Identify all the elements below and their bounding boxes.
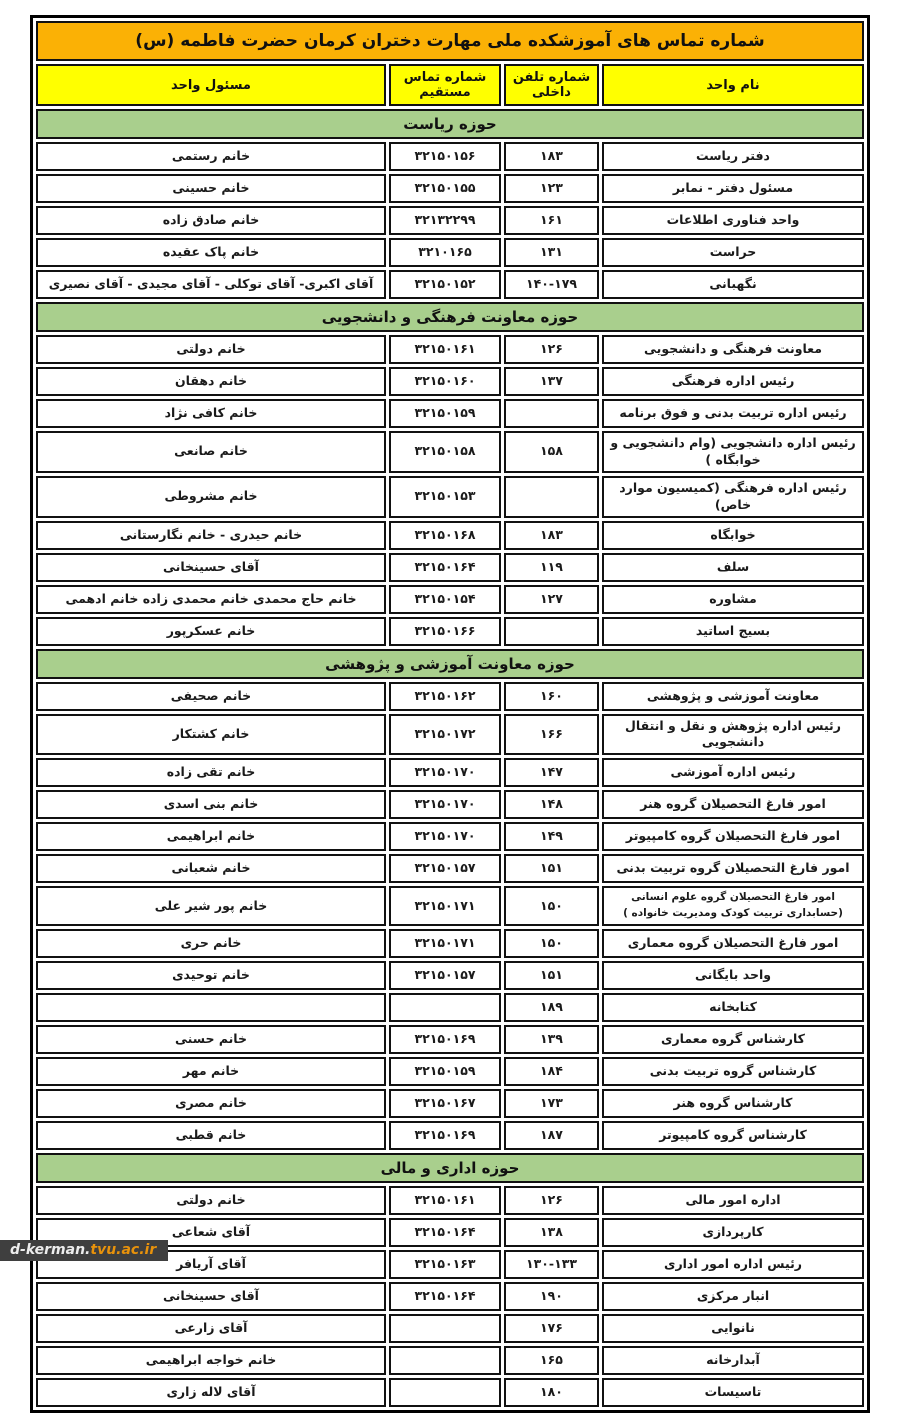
table-row bbox=[36, 1057, 864, 1086]
table-row bbox=[36, 476, 864, 518]
direct-phone-cell: ۳۲۱۵۰۱۵۳ bbox=[389, 476, 501, 518]
direct-phone-cell: ۳۲۱۵۰۱۶۰ bbox=[389, 367, 501, 396]
unit-name-cell: کتابخانه bbox=[602, 993, 864, 1022]
direct-phone-cell: ۳۲۱۵۰۱۶۲ bbox=[389, 682, 501, 711]
responsible-cell: خانم حسینی bbox=[36, 174, 386, 203]
direct-phone-cell: ۳۲۱۳۲۲۹۹ bbox=[389, 206, 501, 235]
section-header: حوزه اداری و مالی bbox=[36, 1153, 864, 1183]
unit-name-cell: رئیس اداره آموزشی bbox=[602, 758, 864, 787]
table-row bbox=[36, 1121, 864, 1150]
responsible-cell: آقای حسینخانی bbox=[36, 553, 386, 582]
internal-phone-cell: ۱۴۷ bbox=[504, 758, 599, 787]
direct-phone-cell: ۳۲۱۵۰۱۵۵ bbox=[389, 174, 501, 203]
table-row bbox=[36, 790, 864, 819]
table-row bbox=[36, 238, 864, 267]
responsible-cell: خانم حاج محمدی خانم محمدی زاده خانم ادهمی bbox=[36, 585, 386, 614]
direct-phone-cell: ۳۲۱۵۰۱۵۲ bbox=[389, 270, 501, 299]
table-row bbox=[36, 961, 864, 990]
internal-phone-cell bbox=[504, 476, 599, 518]
direct-phone-cell: ۳۲۱۵۰۱۵۹ bbox=[389, 399, 501, 428]
responsible-cell: خانم پاک عقیده bbox=[36, 238, 386, 267]
responsible-cell: خانم شعبانی bbox=[36, 854, 386, 883]
direct-phone-cell: ۳۲۱۵۰۱۵۸ bbox=[389, 431, 501, 473]
responsible-cell: خانم مهر bbox=[36, 1057, 386, 1086]
table-row bbox=[36, 553, 864, 582]
table-row bbox=[36, 585, 864, 614]
direct-phone-cell: ۳۲۱۵۰۱۷۱ bbox=[389, 929, 501, 958]
unit-name-cell: کارشناس گروه معماری bbox=[602, 1025, 864, 1054]
unit-name-cell: امور فارغ التحصیلان گروه کامپیوتر bbox=[602, 822, 864, 851]
unit-name-cell: انبار مرکزی bbox=[602, 1282, 864, 1311]
unit-name-cell: واحد فناوری اطلاعات bbox=[602, 206, 864, 235]
internal-phone-cell bbox=[504, 617, 599, 646]
table-row bbox=[36, 1025, 864, 1054]
direct-phone-cell: ۳۲۱۵۰۱۶۱ bbox=[389, 1186, 501, 1215]
responsible-cell: آقای زارعی bbox=[36, 1314, 386, 1343]
unit-name-cell: مشاوره bbox=[602, 585, 864, 614]
table-row bbox=[36, 682, 864, 711]
unit-name-cell: رئیس اداره فرهنگی bbox=[602, 367, 864, 396]
unit-name-cell: کارشناس گروه هنر bbox=[602, 1089, 864, 1118]
table-row bbox=[36, 929, 864, 958]
table-row bbox=[36, 1314, 864, 1343]
section-header-row bbox=[36, 302, 864, 332]
table-row bbox=[36, 886, 864, 926]
watermark-domain-prefix: d-kerman. bbox=[10, 1242, 91, 1258]
responsible-cell: خانم کافی نژاد bbox=[36, 399, 386, 428]
internal-phone-cell: ۱۵۰ bbox=[504, 886, 599, 926]
watermark-domain-suffix: tvu.ac.ir bbox=[90, 1242, 157, 1258]
responsible-cell bbox=[36, 993, 386, 1022]
internal-phone-cell: ۱۵۱ bbox=[504, 854, 599, 883]
internal-phone-cell: ۱۶۱ bbox=[504, 206, 599, 235]
contact-table-body bbox=[36, 109, 864, 1407]
internal-phone-cell: ۱۹۰ bbox=[504, 1282, 599, 1311]
unit-name-cell: نانوایی bbox=[602, 1314, 864, 1343]
unit-name-cell: رئیس اداره پژوهش و نقل و انتقال دانشجویی bbox=[602, 714, 864, 756]
internal-phone-cell: ۱۷۶ bbox=[504, 1314, 599, 1343]
internal-phone-cell: ۱۸۴ bbox=[504, 1057, 599, 1086]
table-row bbox=[36, 714, 864, 756]
direct-phone-cell: ۳۲۱۵۰۱۶۸ bbox=[389, 521, 501, 550]
section-header: حوزه ریاست bbox=[36, 109, 864, 139]
contact-table bbox=[33, 18, 867, 1410]
responsible-cell: خانم دولتی bbox=[36, 335, 386, 364]
internal-phone-cell: ۱۲۷ bbox=[504, 585, 599, 614]
direct-phone-cell bbox=[389, 1314, 501, 1343]
section-header: حوزه معاونت فرهنگی و دانشجویی bbox=[36, 302, 864, 332]
unit-name-cell: سلف bbox=[602, 553, 864, 582]
table-row bbox=[36, 174, 864, 203]
column-header-unit-name: نام واحد bbox=[602, 64, 864, 106]
responsible-cell: خانم حری bbox=[36, 929, 386, 958]
unit-name-cell: آبدارخانه bbox=[602, 1346, 864, 1375]
direct-phone-cell: ۳۲۱۵۰۱۷۰ bbox=[389, 790, 501, 819]
responsible-cell: آقای آریافر bbox=[36, 1250, 386, 1279]
column-header-internal-phone: شماره تلفن داخلی bbox=[504, 64, 599, 106]
internal-phone-cell: ۱۶۶ bbox=[504, 714, 599, 756]
unit-name-cell: امور فارغ التحصیلان گروه علوم انسانی (حسابداری تربیت کودک ومدیریت خانواده ) bbox=[602, 886, 864, 926]
direct-phone-cell: ۳۲۱۵۰۱۷۰ bbox=[389, 758, 501, 787]
internal-phone-cell: ۱۶۰ bbox=[504, 682, 599, 711]
responsible-cell: خانم تقی زاده bbox=[36, 758, 386, 787]
internal-phone-cell: ۱۸۹ bbox=[504, 993, 599, 1022]
unit-name-cell: رئیس اداره امور اداری bbox=[602, 1250, 864, 1279]
table-row bbox=[36, 758, 864, 787]
page-title: شماره تماس های آموزشکده ملی مهارت دختران کرمان حضرت فاطمه (س) bbox=[36, 21, 864, 61]
responsible-cell: خانم پور شیر علی bbox=[36, 886, 386, 926]
unit-name-cell: تاسیسات bbox=[602, 1378, 864, 1407]
table-row bbox=[36, 206, 864, 235]
table-row bbox=[36, 822, 864, 851]
responsible-cell: خانم دولتی bbox=[36, 1186, 386, 1215]
responsible-cell: خانم حسنی bbox=[36, 1025, 386, 1054]
internal-phone-cell: ۱۸۳ bbox=[504, 142, 599, 171]
direct-phone-cell: ۳۲۱۵۰۱۵۴ bbox=[389, 585, 501, 614]
responsible-cell: خانم بنی اسدی bbox=[36, 790, 386, 819]
unit-name-cell: امور فارغ التحصیلان گروه تربیت بدنی bbox=[602, 854, 864, 883]
direct-phone-cell: ۳۲۱۵۰۱۷۰ bbox=[389, 822, 501, 851]
table-row bbox=[36, 1186, 864, 1215]
table-row bbox=[36, 1378, 864, 1407]
unit-name-cell: امور فارغ التحصیلان گروه معماری bbox=[602, 929, 864, 958]
unit-name-cell: کارپردازی bbox=[602, 1218, 864, 1247]
responsible-cell: خانم مشروطی bbox=[36, 476, 386, 518]
responsible-cell: خانم صادق زاده bbox=[36, 206, 386, 235]
column-header-responsible: مسئول واحد bbox=[36, 64, 386, 106]
responsible-cell: خانم رستمی bbox=[36, 142, 386, 171]
table-row bbox=[36, 1346, 864, 1375]
title-row bbox=[36, 21, 864, 61]
unit-name-cell: رئیس اداره تربیت بدنی و فوق برنامه bbox=[602, 399, 864, 428]
table-row bbox=[36, 521, 864, 550]
internal-phone-cell: ۱۴۹ bbox=[504, 822, 599, 851]
unit-name-cell: نگهبانی bbox=[602, 270, 864, 299]
direct-phone-cell: ۳۲۱۵۰۱۶۹ bbox=[389, 1121, 501, 1150]
direct-phone-cell: ۳۲۱۵۰۱۵۷ bbox=[389, 961, 501, 990]
internal-phone-cell: ۱۶۵ bbox=[504, 1346, 599, 1375]
direct-phone-cell: ۳۲۱۵۰۱۶۴ bbox=[389, 1218, 501, 1247]
internal-phone-cell: ۱۸۳ bbox=[504, 521, 599, 550]
table-row bbox=[36, 431, 864, 473]
responsible-cell: خانم مصری bbox=[36, 1089, 386, 1118]
internal-phone-cell bbox=[504, 399, 599, 428]
unit-name-cell: اداره امور مالی bbox=[602, 1186, 864, 1215]
unit-name-cell: رئیس اداره فرهنگی (کمیسیون موارد خاص) bbox=[602, 476, 864, 518]
direct-phone-cell: ۳۲۱۰۱۶۵ bbox=[389, 238, 501, 267]
table-row bbox=[36, 399, 864, 428]
responsible-cell: آقای اکبری- آقای توکلی - آقای مجیدی - آقای نصیری bbox=[36, 270, 386, 299]
internal-phone-cell: ۱۳۰-۱۳۳ bbox=[504, 1250, 599, 1279]
table-row bbox=[36, 367, 864, 396]
responsible-cell: خانم قطبی bbox=[36, 1121, 386, 1150]
responsible-cell: خانم عسکرپور bbox=[36, 617, 386, 646]
table-row bbox=[36, 142, 864, 171]
unit-name-cell: معاونت آموزشی و پژوهشی bbox=[602, 682, 864, 711]
internal-phone-cell: ۱۳۷ bbox=[504, 367, 599, 396]
internal-phone-cell: ۱۳۱ bbox=[504, 238, 599, 267]
direct-phone-cell bbox=[389, 1378, 501, 1407]
internal-phone-cell: ۱۵۸ bbox=[504, 431, 599, 473]
table-row bbox=[36, 335, 864, 364]
responsible-cell: آقای حسینخانی bbox=[36, 1282, 386, 1311]
direct-phone-cell: ۳۲۱۵۰۱۶۱ bbox=[389, 335, 501, 364]
unit-name-cell: معاونت فرهنگی و دانشجویی bbox=[602, 335, 864, 364]
internal-phone-cell: ۱۵۰ bbox=[504, 929, 599, 958]
table-row bbox=[36, 993, 864, 1022]
internal-phone-cell: ۱۳۹ bbox=[504, 1025, 599, 1054]
internal-phone-cell: ۱۷۳ bbox=[504, 1089, 599, 1118]
internal-phone-cell: ۱۸۰ bbox=[504, 1378, 599, 1407]
section-header-row bbox=[36, 1153, 864, 1183]
responsible-cell: خانم صحیفی bbox=[36, 682, 386, 711]
unit-name-cell: کارشناس گروه تربیت بدنی bbox=[602, 1057, 864, 1086]
unit-name-cell: خوابگاه bbox=[602, 521, 864, 550]
table-row bbox=[36, 854, 864, 883]
contact-directory-document bbox=[30, 15, 870, 1413]
responsible-cell: خانم خواجه ابراهیمی bbox=[36, 1346, 386, 1375]
internal-phone-cell: ۱۸۷ bbox=[504, 1121, 599, 1150]
direct-phone-cell bbox=[389, 993, 501, 1022]
table-frame bbox=[30, 15, 870, 1413]
internal-phone-cell: ۱۳۸ bbox=[504, 1218, 599, 1247]
direct-phone-cell: ۳۲۱۵۰۱۶۴ bbox=[389, 553, 501, 582]
responsible-cell: خانم توحیدی bbox=[36, 961, 386, 990]
responsible-cell: آقای لاله زاری bbox=[36, 1378, 386, 1407]
direct-phone-cell: ۳۲۱۵۰۱۵۷ bbox=[389, 854, 501, 883]
responsible-cell: آقای شعاعی bbox=[36, 1218, 386, 1247]
direct-phone-cell: ۳۲۱۵۰۱۷۲ bbox=[389, 714, 501, 756]
unit-name-cell: کارشناس گروه کامپیوتر bbox=[602, 1121, 864, 1150]
responsible-cell: خانم ابراهیمی bbox=[36, 822, 386, 851]
direct-phone-cell bbox=[389, 1346, 501, 1375]
unit-name-cell: حراست bbox=[602, 238, 864, 267]
direct-phone-cell: ۳۲۱۵۰۱۶۹ bbox=[389, 1025, 501, 1054]
unit-name-cell: رئیس اداره دانشجویی (وام دانشجویی و خوابگاه ) bbox=[602, 431, 864, 473]
internal-phone-cell: ۱۴۸ bbox=[504, 790, 599, 819]
unit-name-cell: دفتر ریاست bbox=[602, 142, 864, 171]
internal-phone-cell: ۱۲۶ bbox=[504, 335, 599, 364]
table-row bbox=[36, 1282, 864, 1311]
responsible-cell: خانم حیدری - خانم نگارستانی bbox=[36, 521, 386, 550]
responsible-cell: خانم دهقان bbox=[36, 367, 386, 396]
section-header-row bbox=[36, 649, 864, 679]
direct-phone-cell: ۳۲۱۵۰۱۵۹ bbox=[389, 1057, 501, 1086]
direct-phone-cell: ۳۲۱۵۰۱۶۴ bbox=[389, 1282, 501, 1311]
responsible-cell: خانم کشتکار bbox=[36, 714, 386, 756]
internal-phone-cell: ۱۴۰-۱۷۹ bbox=[504, 270, 599, 299]
responsible-cell: خانم صانعی bbox=[36, 431, 386, 473]
direct-phone-cell: ۳۲۱۵۰۱۶۳ bbox=[389, 1250, 501, 1279]
table-row bbox=[36, 270, 864, 299]
section-header-row bbox=[36, 109, 864, 139]
section-header: حوزه معاونت آموزشی و پژوهشی bbox=[36, 649, 864, 679]
unit-name-cell: مسئول دفتر - نمابر bbox=[602, 174, 864, 203]
column-header-direct-phone: شماره تماس مستقیم bbox=[389, 64, 501, 106]
direct-phone-cell: ۳۲۱۵۰۱۷۱ bbox=[389, 886, 501, 926]
direct-phone-cell: ۳۲۱۵۰۱۶۶ bbox=[389, 617, 501, 646]
direct-phone-cell: ۳۲۱۵۰۱۵۶ bbox=[389, 142, 501, 171]
table-row bbox=[36, 617, 864, 646]
internal-phone-cell: ۱۵۱ bbox=[504, 961, 599, 990]
unit-name-cell: امور فارغ التحصیلان گروه هنر bbox=[602, 790, 864, 819]
internal-phone-cell: ۱۱۹ bbox=[504, 553, 599, 582]
site-watermark bbox=[0, 1240, 168, 1261]
column-header-row bbox=[36, 64, 864, 106]
unit-name-cell: واحد بایگانی bbox=[602, 961, 864, 990]
internal-phone-cell: ۱۲۶ bbox=[504, 1186, 599, 1215]
direct-phone-cell: ۳۲۱۵۰۱۶۷ bbox=[389, 1089, 501, 1118]
table-row bbox=[36, 1089, 864, 1118]
internal-phone-cell: ۱۲۳ bbox=[504, 174, 599, 203]
unit-name-cell: بسیج اساتید bbox=[602, 617, 864, 646]
